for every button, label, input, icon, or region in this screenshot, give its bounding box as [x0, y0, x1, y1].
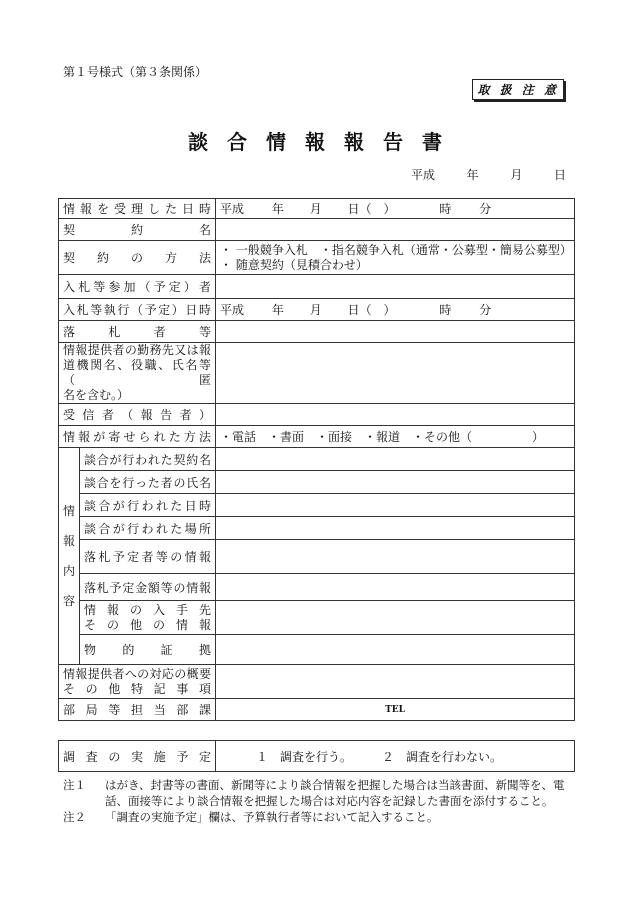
label-info-source	[80, 601, 216, 635]
label-info-datetime: 談合が行われた日時	[80, 494, 216, 517]
report-date	[411, 166, 566, 183]
info-persons-field[interactable]	[216, 471, 575, 494]
received-hour: 時	[439, 202, 452, 216]
page-title: 談合情報報告書	[188, 130, 461, 154]
label-info-amount: 落札予定金額等の情報	[80, 574, 216, 601]
execution-datetime-field[interactable]	[216, 299, 575, 321]
label-contract-name: 契約名	[59, 219, 216, 241]
received-datetime-field[interactable]	[216, 199, 575, 219]
label-info-contract: 談合が行われた契約名	[80, 448, 216, 471]
contract-name-field[interactable]	[216, 219, 575, 241]
row-contract-name	[59, 219, 575, 241]
date-day: 日	[553, 168, 566, 182]
handling-stamp: 取 扱 注 意	[472, 79, 564, 100]
label-response	[59, 665, 216, 699]
contract-method-line2: ・ 随意契約（見積合わせ）	[220, 257, 368, 272]
row-info-persons	[59, 471, 575, 494]
label-recipient: 受信者（報告者）	[59, 404, 216, 426]
label-informant	[59, 343, 216, 404]
execution-era: 平成	[220, 303, 245, 317]
label-info-place: 談合が行われた場所	[80, 517, 216, 540]
label-received-datetime: 情報を受理した日時	[59, 199, 216, 219]
informant-line3: 名を含む。）	[63, 388, 130, 402]
execution-day: 日（ ）	[347, 303, 396, 317]
recipient-field[interactable]	[216, 404, 575, 426]
execution-hour: 時	[439, 303, 452, 317]
row-received-method	[59, 426, 575, 448]
info-char-1: 情	[63, 504, 76, 518]
department-field[interactable]	[216, 699, 575, 721]
date-era: 平成	[410, 168, 435, 182]
received-method-field[interactable]: ・電話 ・書面 ・面接 ・報道 ・その他（ ）	[216, 426, 575, 448]
info-char-2: 報	[63, 534, 76, 548]
winner-field[interactable]	[216, 321, 575, 343]
row-survey	[59, 741, 575, 772]
row-info-place	[59, 517, 575, 540]
label-execution-datetime: 入札等執行（予定）日時	[59, 299, 216, 321]
row-bidders	[59, 275, 575, 299]
info-winner-field[interactable]	[216, 540, 575, 574]
info-source-field[interactable]	[216, 601, 575, 635]
note-1-label: 注１	[63, 778, 86, 792]
received-year: 年	[271, 202, 284, 216]
label-contract-method: 契約の方法	[59, 241, 216, 275]
label-info-persons: 談合を行った者の氏名	[80, 471, 216, 494]
response-line2: その他特記事項	[63, 681, 212, 696]
execution-year: 年	[271, 303, 284, 317]
row-info-datetime	[59, 494, 575, 517]
info-char-4: 容	[63, 594, 76, 608]
row-received-datetime	[59, 199, 575, 219]
execution-minute: 分	[479, 303, 492, 317]
label-survey: 調査の実施予定	[59, 741, 216, 772]
row-winner	[59, 321, 575, 343]
label-bidders: 入札等参加（予定）者	[59, 275, 216, 299]
informant-field[interactable]	[216, 343, 575, 404]
info-amount-field[interactable]	[216, 574, 575, 601]
survey-table	[58, 740, 575, 772]
report-form-table	[58, 198, 575, 721]
row-recipient	[59, 404, 575, 426]
info-datetime-field[interactable]	[216, 494, 575, 517]
info-source-line1: 情報の入手先	[84, 602, 212, 617]
form-number: 第１号様式（第３条関係）	[63, 65, 208, 79]
label-info-content	[59, 448, 80, 665]
date-month: 月	[510, 168, 523, 182]
label-info-evidence: 物的証拠	[80, 635, 216, 665]
received-month: 月	[309, 202, 322, 216]
label-info-winner: 落札予定者等の情報	[80, 540, 216, 574]
note-2	[63, 809, 573, 825]
info-evidence-field[interactable]	[216, 635, 575, 665]
label-winner: 落札者等	[59, 321, 216, 343]
note-2-label: 注２	[63, 810, 86, 824]
note-1-text: はがき、封書等の書面、新聞等により談合情報を把握した場合は当該書面、新聞等を、電話、面接等により談合情報を把握した場合は対応内容を記録した書面を添付すること。	[105, 778, 565, 808]
date-year: 年	[466, 168, 479, 182]
row-info-contract	[59, 448, 575, 471]
row-info-amount	[59, 574, 575, 601]
execution-month: 月	[309, 303, 322, 317]
contract-method-line1: ・ 一般競争入札 ・指名競争入札（通常・公募型・簡易公募型）	[220, 242, 572, 257]
row-info-source	[59, 601, 575, 635]
informant-line2: 道機関名、役職、氏名等（匿	[63, 358, 212, 387]
bidders-field[interactable]	[216, 275, 575, 299]
survey-options[interactable]: １ 調査を行う。 ２ 調査を行わない。	[216, 741, 575, 772]
row-info-evidence	[59, 635, 575, 665]
response-line1: 情報提供者への対応の概要	[63, 666, 212, 681]
info-contract-field[interactable]	[216, 448, 575, 471]
label-department: 部局等担当部課	[59, 699, 216, 721]
notes	[63, 777, 573, 825]
label-received-method: 情報が寄せられた方法	[59, 426, 216, 448]
row-informant	[59, 343, 575, 404]
row-info-winner	[59, 540, 575, 574]
contract-method-field[interactable]	[216, 241, 575, 275]
row-execution-datetime	[59, 299, 575, 321]
row-contract-method	[59, 241, 575, 275]
received-era: 平成	[220, 202, 245, 216]
info-source-line2: その他の情報	[84, 617, 212, 632]
response-field[interactable]	[216, 665, 575, 699]
info-char-3: 内	[63, 564, 76, 578]
note-2-text: 「調査の実施予定」欄は、予算執行者等において記入すること。	[105, 810, 439, 824]
info-place-field[interactable]	[216, 517, 575, 540]
received-day: 日（ ）	[347, 202, 396, 216]
row-response	[59, 665, 575, 699]
note-1	[63, 777, 573, 809]
informant-line1: 情報提供者の勤務先又は報	[63, 343, 212, 357]
row-department	[59, 699, 575, 721]
tel-label: TEL	[385, 704, 405, 715]
received-minute: 分	[479, 202, 492, 216]
